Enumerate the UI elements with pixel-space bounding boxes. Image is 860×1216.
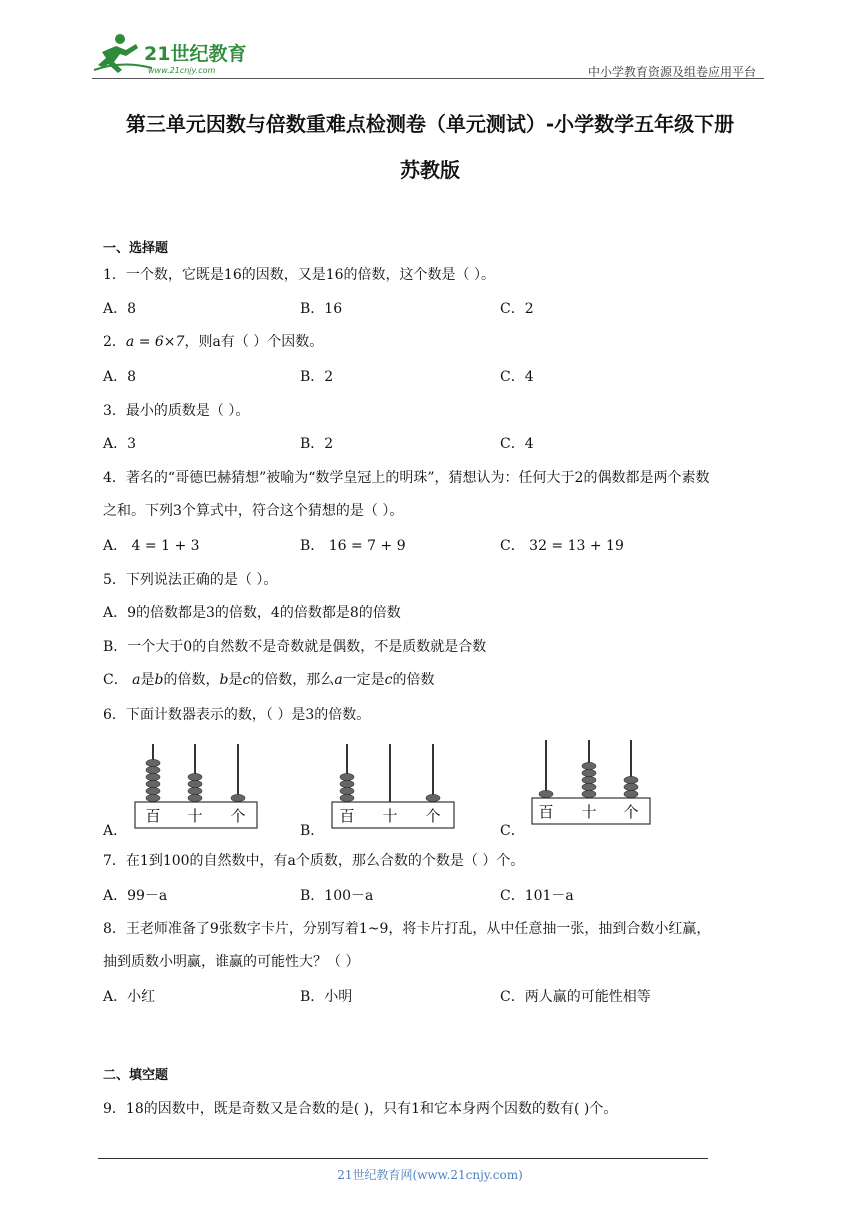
q4-option-b: B． 16 = 7 + 9 — [300, 538, 406, 554]
question-7: 7．在1到100的自然数中，有a个质数，那么合数的个数是（ ）个。 — [103, 853, 525, 869]
abacus-c — [530, 736, 656, 826]
abacus-bead — [582, 769, 596, 776]
q8-option-a: A．小红 — [103, 989, 156, 1005]
abacus-bead — [624, 776, 638, 783]
abacus-bead — [340, 794, 354, 801]
question-9: 9．18的因数中，既是奇数又是合数的是( )，只有1和它本身两个因数的数有( )个。 — [103, 1101, 618, 1117]
abacus-bead — [146, 787, 160, 794]
page-subtitle: 苏教版 — [400, 158, 460, 182]
logo — [92, 30, 262, 76]
abacus-bead — [582, 762, 596, 769]
abacus-bead — [539, 790, 553, 797]
q4-option-c: C． 32 = 13 + 19 — [500, 538, 624, 554]
label-ones: 个 — [425, 807, 441, 825]
label-ones: 个 — [623, 803, 639, 821]
label-hundreds: 百 — [538, 803, 554, 821]
label-hundreds: 百 — [339, 807, 355, 825]
q1-option-c: C．2 — [500, 301, 534, 317]
q5-option-b: B．一个大于0的自然数不是奇数就是偶数，不是质数就是合数 — [103, 639, 487, 655]
abacus-bead — [426, 794, 440, 801]
abacus-a — [133, 740, 259, 830]
abacus-bead — [624, 790, 638, 797]
q1-option-a: A．8 — [103, 301, 137, 317]
question-1: 1．一个数，它既是16的因数，又是16的倍数，这个数是（ ）。 — [103, 267, 495, 283]
abacus-bead — [624, 783, 638, 790]
q2-number: 2． — [103, 334, 126, 350]
q2-option-c: C．4 — [500, 369, 534, 385]
question-4-line-2: 之和。下列3个算式中，符合这个猜想的是（ ）。 — [103, 503, 404, 519]
label-tens: 十 — [187, 807, 203, 825]
logo-url: www.21cnjy.com — [148, 66, 216, 75]
abacus-bead — [146, 773, 160, 780]
q3-option-b: B．2 — [300, 436, 334, 452]
question-4-line-1: 4．著名的“哥德巴赫猜想”被喻为“数学皇冠上的明珠”，猜想认为：任何大于2的偶数都是两个素数 — [103, 470, 710, 486]
q2-text: ，则a有（ ）个因数。 — [184, 334, 324, 350]
abacus-bead — [582, 790, 596, 797]
q6-option-b: B． — [300, 823, 325, 839]
abacus-bead — [146, 794, 160, 801]
abacus-bead — [340, 780, 354, 787]
footer-text: 21世纪教育网(www.21cnjy.com) — [337, 1168, 523, 1182]
abacus-bead — [340, 773, 354, 780]
q6-option-a: A． — [103, 823, 128, 839]
logo-text: 21世纪教育 — [144, 43, 247, 65]
section-heading-choice: 一、选择题 — [103, 241, 169, 256]
q2-option-b: B．2 — [300, 369, 334, 385]
question-3: 3．最小的质数是（ ）。 — [103, 403, 250, 419]
abacus-bead — [146, 759, 160, 766]
q8-option-b: B．小明 — [300, 989, 353, 1005]
abacus-bead — [146, 766, 160, 773]
section-heading-fill: 二、填空题 — [103, 1068, 169, 1083]
question-8-line-1: 8．王老师准备了9张数字卡片，分别写着1~9，将卡片打乱，从中任意抽一张，抽到合数小红赢， — [103, 921, 711, 937]
abacus-bead — [146, 780, 160, 787]
q5-option-c: C． a是b的倍数，b是c的倍数，那么a一定是c的倍数 — [103, 672, 435, 688]
q7-option-c: C．101－a — [500, 888, 574, 904]
abacus-b — [330, 740, 456, 830]
q7-option-b: B．100－a — [300, 888, 374, 904]
abacus-bead — [231, 794, 245, 801]
question-8-line-2: 抽到质数小明赢，谁赢的可能性大？（ ） — [103, 954, 360, 970]
q7-option-a: A．99－a — [103, 888, 168, 904]
q8-option-c: C．两人赢的可能性相等 — [500, 989, 651, 1005]
page-header — [92, 30, 764, 80]
footer-divider — [98, 1158, 708, 1159]
page-title: 第三单元因数与倍数重难点检测卷（单元测试）-小学数学五年级下册 — [125, 112, 735, 136]
abacus-bead — [188, 773, 202, 780]
question-2 — [103, 331, 323, 351]
question-6: 6．下面计数器表示的数，（ ）是3的倍数。 — [103, 707, 371, 723]
header-divider — [92, 78, 764, 79]
label-tens: 十 — [581, 803, 597, 821]
q4-option-a: A． 4 = 1 + 3 — [103, 538, 200, 554]
q5-option-a: A．9的倍数都是3的倍数，4的倍数都是8的倍数 — [103, 605, 401, 621]
abacus-bead — [582, 776, 596, 783]
abacus-bead — [340, 787, 354, 794]
q1-option-b: B．16 — [300, 301, 343, 317]
abacus-bead — [188, 787, 202, 794]
abacus-bead — [582, 783, 596, 790]
abacus-bead — [188, 794, 202, 801]
q2-option-a: A．8 — [103, 369, 137, 385]
q6-option-c: C． — [500, 823, 525, 839]
label-hundreds: 百 — [145, 807, 161, 825]
q3-option-a: A．3 — [103, 436, 137, 452]
label-ones: 个 — [230, 807, 246, 825]
q2-equation: a = 6×7 — [125, 334, 185, 350]
platform-name: 中小学教育资源及组卷应用平台 — [587, 65, 756, 79]
abacus-bead — [188, 780, 202, 787]
q3-option-c: C．4 — [500, 436, 534, 452]
question-5: 5．下列说法正确的是（ ）。 — [103, 572, 278, 588]
label-tens: 十 — [382, 807, 398, 825]
